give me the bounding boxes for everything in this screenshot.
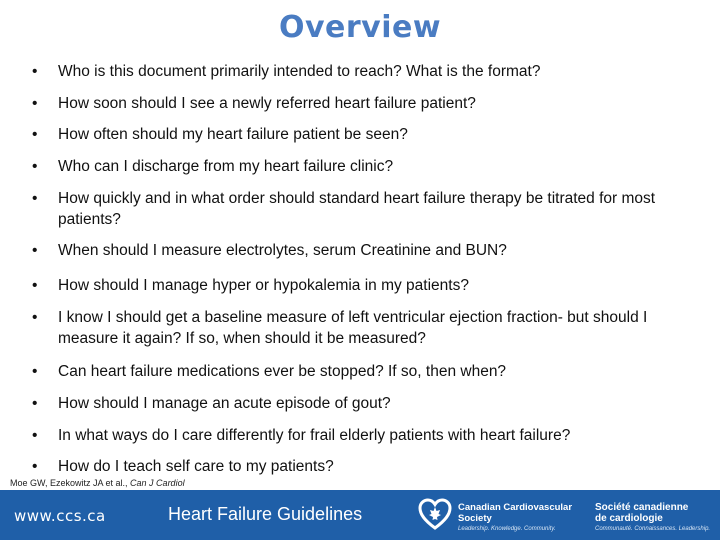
list-item-text: In what ways do I care differently for frail elderly patients with heart failure? — [58, 427, 571, 444]
bullet-marker: • — [32, 395, 38, 412]
org-name-english-line2: Society — [458, 513, 492, 524]
list-item-text: How do I teach self care to my patients? — [58, 458, 334, 475]
footer-bar — [0, 490, 720, 540]
bullet-marker: • — [32, 242, 38, 259]
bullet-marker: • — [32, 363, 38, 380]
list-item-text: Who can I discharge from my heart failure clinic? — [58, 158, 394, 175]
bullet-marker: • — [32, 277, 38, 294]
bullet-marker: • — [32, 95, 38, 112]
list-item-text: Who is this document primarily intended to reach? What is the format? — [58, 63, 541, 80]
org-name-french-line2: de cardiologie — [595, 513, 663, 524]
website-link[interactable]: www.ccs.ca — [14, 507, 106, 525]
bullet-marker: • — [32, 158, 38, 175]
citation — [10, 478, 185, 488]
org-tagline-english: Leadership. Knowledge. Community. — [458, 526, 556, 532]
org-tagline-french: Communauté. Connaissances. Leadership. — [595, 526, 711, 532]
list-item-text: When should I measure electrolytes, serum Creatinine and BUN? — [58, 242, 507, 259]
slide-title: Overview — [278, 10, 442, 45]
org-name-english-line1: Canadian Cardiovascular — [458, 502, 573, 513]
list-item-text: How soon should I see a newly referred heart failure patient? — [58, 95, 476, 112]
bullet-marker: • — [32, 126, 38, 143]
citation-authors: Moe GW, Ezekowitz JA et al., — [10, 478, 131, 488]
heart-maple-leaf-icon — [418, 498, 452, 532]
bullet-marker: • — [32, 309, 38, 326]
footer-title: Heart Failure Guidelines — [168, 504, 363, 524]
org-name-english — [458, 502, 588, 524]
list-item-text: How often should my heart failure patient be seen? — [58, 126, 408, 143]
org-name-french — [595, 502, 715, 524]
list-item-text: How quickly and in what order should standard heart failure therapy be titrated for most patients? — [58, 190, 656, 228]
bullet-marker: • — [32, 190, 38, 207]
list-item-text: How should I manage an acute episode of gout? — [58, 395, 391, 412]
bullet-marker: • — [32, 63, 38, 80]
org-name-french-line1: Société canadienne — [595, 502, 689, 513]
bullet-marker: • — [32, 458, 38, 475]
bullet-marker: • — [32, 427, 38, 444]
citation-journal: Can J Cardiol — [130, 478, 185, 488]
list-item-text: Can heart failure medications ever be stopped? If so, then when? — [58, 363, 507, 380]
list-item-text: I know I should get a baseline measure of left ventricular ejection fraction- but should I measure it again? If so, when should it be measured? — [58, 309, 648, 347]
list-item-text: How should I manage hyper or hypokalemia in my patients? — [58, 277, 469, 294]
